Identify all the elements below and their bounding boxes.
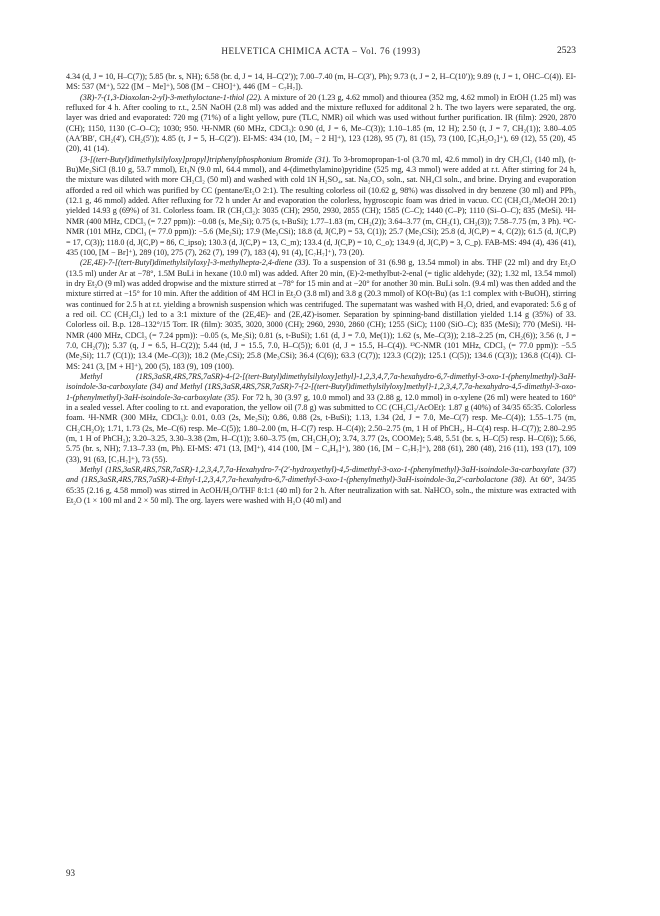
compound-title: Methyl (1RS,3aSR,4RS,7RS,7aSR)-4-{2-[(tert-Butyl)dimethylsilyloxy]ethyl}-1,2,3,4,7,7a-hexahydro-6,7-dimethyl-3-oxo-1-(phenylmethyl)-3aH-isoindole-3a-carboxylate (34) and Methyl (1RS,3aSR,4RS,7SR,7aSR)-7-{2-[(tert-Butyl)dimethylsilyloxy]methyl}-1,2,3,4,7,7a-hexahydro-4,5-dimethyl-3-oxo-1-(phenylmethyl)-3aH-isoindole-3a-carboxylate (35).: [66, 371, 576, 402]
journal-title: HELVETICA CHIMICA ACTA – Vol. 76 (1993): [221, 46, 421, 56]
compound-title: (3R)-7-(1,3-Dioxolan-2-yl)-3-methyloctane-1-thiol (22).: [80, 92, 263, 102]
compound-title: (2E,4E)-7-[(tert-Butyl)dimethylsilyloxy]-3-methylhepta-2,4-diene (33).: [80, 258, 311, 268]
paragraph: [66, 372, 576, 465]
running-header: [66, 46, 576, 60]
page-footer-label: 93: [66, 868, 75, 878]
compound-title: {3-[(tert-Butyl)dimethylsilyloxy]propyl}triphenylphosphonium Bromide (31).: [80, 154, 331, 164]
paragraph-text: A mixture of 20 (1.23 g, 4.62 mmol) and thiourea (352 mg, 4.62 mmol) in EtOH (1.25 ml) was refluxed for 4 h. After cooling to r.t., 2.5N NaOH (2.8 ml) was added and the mixture refluxed for additonal 2 h. The two layers were separated, the org. layer was dried and evaporated: 720 mg (71%) of a light yellow, pure (TLC, NMR) oil which was used without further purification. IR (film): 2920, 2870 (CH); 1150, 1130 (C–O–C); 1030; 950. ¹H-NMR (60 MHz, CDCl₃): 0.90 (d, J = 6, Me–C(3)); 1.10–1.85 (m, 12 H); 2.50 (t, J = 7, CH₂(1)); 3.80–4.05 (AA′BB′, CH₂(4′), CH₂(5′)); 4.85 (t, J = 5, H–C(2′)). EI-MS: 434 (10, [M₂ − 2 H]⁺), 123 (128), 95 (7), 81 (15), 73 (100, [C₃H₅O₂]⁺), 69 (12), 55 (20), 45 (20), 41 (14).: [66, 92, 576, 154]
paragraph-text: At 60°, 34/35 65:35 (2.16 g, 4.58 mmol) was stirred in AcOH/H₂O/THF 8:1:1 (40 ml) for 2 h. After neutralization with sat. NaHCO₃ soln., the mixture was extracted with Et₂O (1 × 100 ml and 2 × 50 ml). The org. layers were washed with H₂O (40 ml) and: [66, 475, 576, 506]
paragraph: [66, 465, 576, 506]
paragraph: [66, 72, 576, 93]
paragraph-text: To 3-bromopropan-1-ol (3.70 ml, 42.6 mmol) in dry CH₂Cl₂ (140 ml), (t-Bu)Me₂SiCl (8.10 g, 53.7 mmol), Et₃N (9.0 ml, 64.4 mmol), and 4-(dimethylamino)pyridine (525 mg, 4.3 mmol) were added at r.t. After stirring for 24 h, the mixture was diluted with more CH₂Cl₂ (50 ml) and washed with cold 1N H₂SO₄, sat. Na₂CO₃ soln., sat. NH₄Cl soln., and brine. Drying and evaporation afforded a red oil which was purified by CC (pentane/Et₂O 2:1). The resulting colorless oil (10.62 g, 98%) was dissolved in dry benzene (30 ml) and PPh₃ (12.1 g, 46 mmol) added. After refluxing for 72 h under Ar and evaporation the colorless, hygroscopic foam was dried in vacuo. CC (CH₂Cl₂/MeOH 20:1) yielded 14.93 g (69%) of 31. Colorless foam. IR (CH₂Cl₂): 3035 (CH); 2950, 2930, 2855 (CH); 1585 (C–C); 1440 (C–P); 1110 (Si–O–C); 835 (MeSi). ¹H-NMR (400 MHz, CDCl₃ (= 7.27 ppm)): −0.08 (s, Me₂Si); 0.75 (s, t-BuSi); 1.77–1.83 (m, CH₂(2)); 3.64–3.77 (m, CH₂(1), CH₂(3)); 7.58–7.75 (m, 3 Ph). ¹³C-NMR (101 MHz, CDCl₃ (= 77.0 ppm)): −5.6 (Me₂Si); 17.9 (Me₃CSi); 18.8 (d, J(C,P) = 53, C(1)); 25.7 (Me₃CSi); 25.8 (d, J(C,P) = 4, C(2)); 61.5 (d, J(C,P) = 17, C(3)); 118.0 (d, J(C,P) = 86, C_ipso); 130.3 (d, J(C,P) = 13, C_m); 133.4 (d, J(C,P) = 10, C_o); 134.9 (d, J(C,P) = 3, C_p). FAB-MS: 494 (4), 436 (41), 435 (100, [M − Br]⁺), 289 (10), 275 (7), 262 (7), 199 (7), 183 (4), 91 (4), [C₇H₇]⁺), 73 (20).: [66, 154, 576, 257]
page-number: 2523: [557, 46, 576, 56]
paragraph: [66, 155, 576, 258]
paragraph: [66, 93, 576, 155]
paragraph: [66, 258, 576, 372]
compound-title: Methyl (1RS,3aSR,4RS,7SR,7aSR)-1,2,3,4,7,7a-Hexahydro-7-(2′-hydroxyethyl)-4,5-dimethyl-3-oxo-1-(phenylmethyl)-3aH-isoindole-3a-carboxylate (37) and (1RS,3aSR,4RS,7RS,7aSR)-4-Ethyl-1,2,3,4,7,7a-hexahydro-6,7-dimethyl-3-oxo-1-(phenylmethyl)-3aH-isoindole-3a,2′-carbolactone (38).: [66, 465, 576, 485]
document-body: [66, 72, 576, 506]
paragraph-text: To a suspension of 31 (6.98 g, 13.54 mmol) in abs. THF (22 ml) and dry Et₂O (13.5 ml) under Ar at −78°, 1.5M BuLi in hexane (10.0 ml) was added. After 20 min, (E)-2-methylbut-2-enal (= tiglic aldehyde; (32); 1.32 ml, 13.54 mmol) in dry Et₂O (9 ml) was added dropwise and the mixture stirred at −78° for 15 min and at −20° for another 30 min. BuLi soln. (9.4 ml) was then added and the mixture stirred at −15° for 10 min. After the addition of 4M HCl in Et₂O (3.8 ml) and 3.8 g (20.3 mmol) of KO(t-Bu) (as 1:1 complex with t-BuOH), stirring was continued for 2.5 h at r.t. yielding a brownish suspension which was centrifuged. The supernatant was washed with H₂O, dried, and evaporated: 5.6 g of a red oil. CC (CH₂Cl₂) led to a 3:1 mixture of the (2E,4E)- and (2E,4Z)-isomer. Separation by spinning-band distillation yielded 1.14 g (35%) of 33. Colorless oil. B.p. 128–132°/15 Torr. IR (film): 3035, 3020, 3000 (CH); 2960, 2930, 2860 (CH); 1255 (SiC); 1100 (SiO–C); 835 (MeSi); 770 (MeSi). ¹H-NMR (400 MHz, CDCl₃ (= 7.24 ppm)): −0.05 (s, Me₂Si); 0.81 (s, t-BuSi); 1.61 (d, J = 7.0, Me(1)); 1.62 (s, Me–C(3)); 2.18–2.25 (m, CH₂(6)); 3.56 (t, J = 7.0, CH₂(7)); 5.37 (q, J = 6.5, H–C(2)); 5.44 (td, J = 15.5, 7.0, H–C(5)); 6.01 (d, J = 15.5, H–C(4)). ¹³C-NMR (101 MHz, CDCl₃ (= 77.0 ppm)): −5.5 (Me₂Si); 11.7 (C(1)); 13.4 (Me–C(3)); 18.2 (Me₃CSi); 25.8 (Me₃CSi); 36.4 (C(6)); 63.3 (C(7)); 123.3 (C(2)); 125.1 (C(5)); 134.6 (C(3)); 136.8 (C(4)). CI-MS: 241 (3, [M + H]⁺), 200 (5), 183 (9), 109 (100).: [66, 258, 577, 371]
paragraph-text: For 72 h, 30 (3.97 g, 10.0 mmol) and 33 (2.88 g, 12.0 mmol) in o-xylene (26 ml) were heated to 160° in a sealed vessel. After cooling to r.t. and evaporation, the yellow oil (7.8 g) was submitted to CC (CH₂Cl₂/AcOEt): 1.87 g (40%) of 34/35 65:35. Colorless foam. ¹H-NMR (300 MHz, CDCl₃): 0.01, 0.03 (2s, Me₂Si); 0.86, 0.88 (2s, t-BuSi); 1.13, 1.34 (2d, J = 7.0, Me–C(7) resp. Me–C(4)); 1.55–1.75 (m, CH₂CH₂O); 1.71, 1.73 (2s, Me–C(6) resp. Me–C(5)); 1.80–2.00 (m, H–C(7) resp. H–C(4)); 2.50–2.75 (m, 1 H of PhCH₂, H–C(4) resp. H–C(7)); 2.80–2.95 (m, 1 H of PhCH₂); 3.20–3.25, 3.30–3.38 (2m, H–C(1)); 3.60–3.75 (m, CH₂CH₂O); 3.74, 3.77 (2s, COOMe); 5.48, 5.51 (br. s, H–C(5) resp. H–C(6)); 5.66, 5.75 (br. s, NH); 7.13–7.33 (m, Ph). EI-MS: 471 (13, [M]⁺), 414 (100, [M − C₄H₉]⁺), 380 (16, [M − C₇H₇]⁺), 288 (61), 280 (48), 216 (11), 193 (17), 109 (33), 91 (63, [C₇H₇]⁺), 73 (55).: [66, 392, 576, 464]
paragraph-text: 4.34 (d, J = 10, H–C(7)); 5.85 (br. s, NH); 6.58 (br. d, J = 14, H–C(2′)); 7.00–7.40 (m, H–C(3′), Ph); 9.73 (t, J = 2, H–C(10′)); 9.89 (t, J = 1, OHC–C(4)). EI-MS: 537 (M⁺), 522 ([M − Me]⁺), 508 ([M − CHO]⁺), 446 ([M − C₇H₇]).: [66, 72, 576, 92]
